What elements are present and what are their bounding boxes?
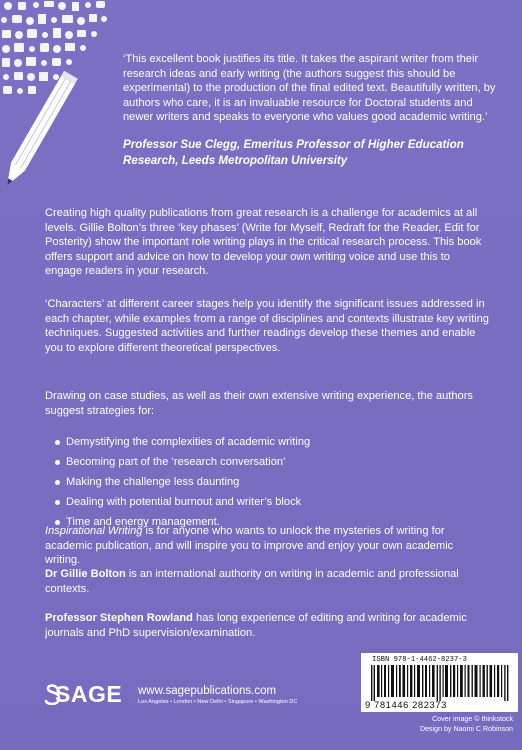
barcode-icon [371, 665, 509, 701]
book-title: Inspirational Writing [45, 525, 143, 537]
author-bio-1-text [45, 567, 490, 596]
list-item-text: Becoming part of the ‘research conversation’ [66, 456, 286, 468]
description-paragraph-1 [45, 206, 490, 279]
cover-credits [360, 715, 513, 734]
design-credit: Design by Naomi C Robinson [419, 724, 513, 733]
bullet-dot-icon [55, 500, 60, 505]
barcode-number: 9 781446 282373 [365, 699, 447, 710]
endorsement-quote: ‘This excellent book justifies its title. It takes the aspirant writer from their research ideas and early writing (the authors suggest this should be experimental) to the production of the final edited text. Beautifully written, by authors who care, it is an invaluable resource for Doctoral students and newer writers and speaks to everyone who values good academic writing.’ [123, 53, 496, 124]
bullet-dot-icon [55, 480, 60, 485]
publisher-name: SAGE [55, 681, 123, 707]
pencil-icon-cloud-illustration [0, 0, 120, 205]
publisher-logo [42, 683, 332, 709]
bullet-dot-icon [55, 440, 60, 445]
description-paragraph-2 [45, 297, 490, 355]
isbn-label: ISBN 978-1-4462-8237-3 [372, 656, 467, 664]
author-bio-2-rest: has long experience of editing and writing for academic journals and PhD supervision/examination. [45, 612, 467, 639]
author-bio-1 [45, 567, 490, 596]
description-text-2: ‘Characters’ at different career stages help you identify the significant issues addressed in each chapter, while examples from a range of disciplines and contexts illustrate key writing techniques. Suggested activities and further readings develop these themes and enable you to explore different theoretical perspectives. [45, 298, 489, 354]
author-bio-1-rest: is an international authority on writing in academic and professional contexts. [45, 568, 459, 595]
list-item-text: Time and energy management. [66, 516, 220, 528]
list-item [45, 472, 490, 492]
cover-image-credit: Cover image © thinkstock [432, 715, 513, 723]
list-item-text: Demystifying the complexities of academic writing [66, 436, 311, 448]
list-item [45, 452, 490, 472]
bullet-dot-icon [55, 460, 60, 465]
description-paragraph-3 [45, 389, 490, 418]
strategy-list [45, 432, 490, 532]
list-item [45, 432, 490, 452]
description-text-3: Drawing on case studies, as well as their own extensive writing experience, the authors suggest strategies for: [45, 390, 473, 417]
description-text-4 [45, 524, 490, 568]
list-item [45, 492, 490, 512]
author-name-1: Dr Gillie Bolton [45, 568, 126, 580]
publisher-url: www.sagepublications.com [138, 685, 277, 697]
endorsement-attribution: Professor Sue Clegg, Emeritus Professor of Higher Education Research, Leeds Metropolitan University [123, 138, 464, 167]
author-bio-2 [45, 611, 490, 640]
description-text-4-rest: is for anyone who wants to unlock the mysteries of writing for academic publication, and will inspire you to improve and enjoy your own academic writing. [45, 525, 454, 567]
author-bio-2-text [45, 611, 490, 640]
author-name-2: Professor Stephen Rowland [45, 612, 193, 624]
list-item-text: Dealing with potential burnout and writer’s block [66, 496, 302, 508]
publisher-cities: Los Angeles • London • New Delhi • Singapore • Washington DC [138, 699, 298, 705]
description-text-1: Creating high quality publications from great research is a challenge for academics at all levels. Gillie Bolton’s three ‘key phases’ (Write for Myself, Redraft for the Reader, Edit for Posterity) show the important role writing plays in the critical research process. This book offers support and advice on how to develop your own writing voice and use this to engage readers in your research. [45, 207, 482, 278]
barcode-panel [361, 653, 518, 712]
list-item-text: Making the challenge less daunting [66, 476, 240, 488]
description-paragraph-4 [45, 524, 490, 568]
